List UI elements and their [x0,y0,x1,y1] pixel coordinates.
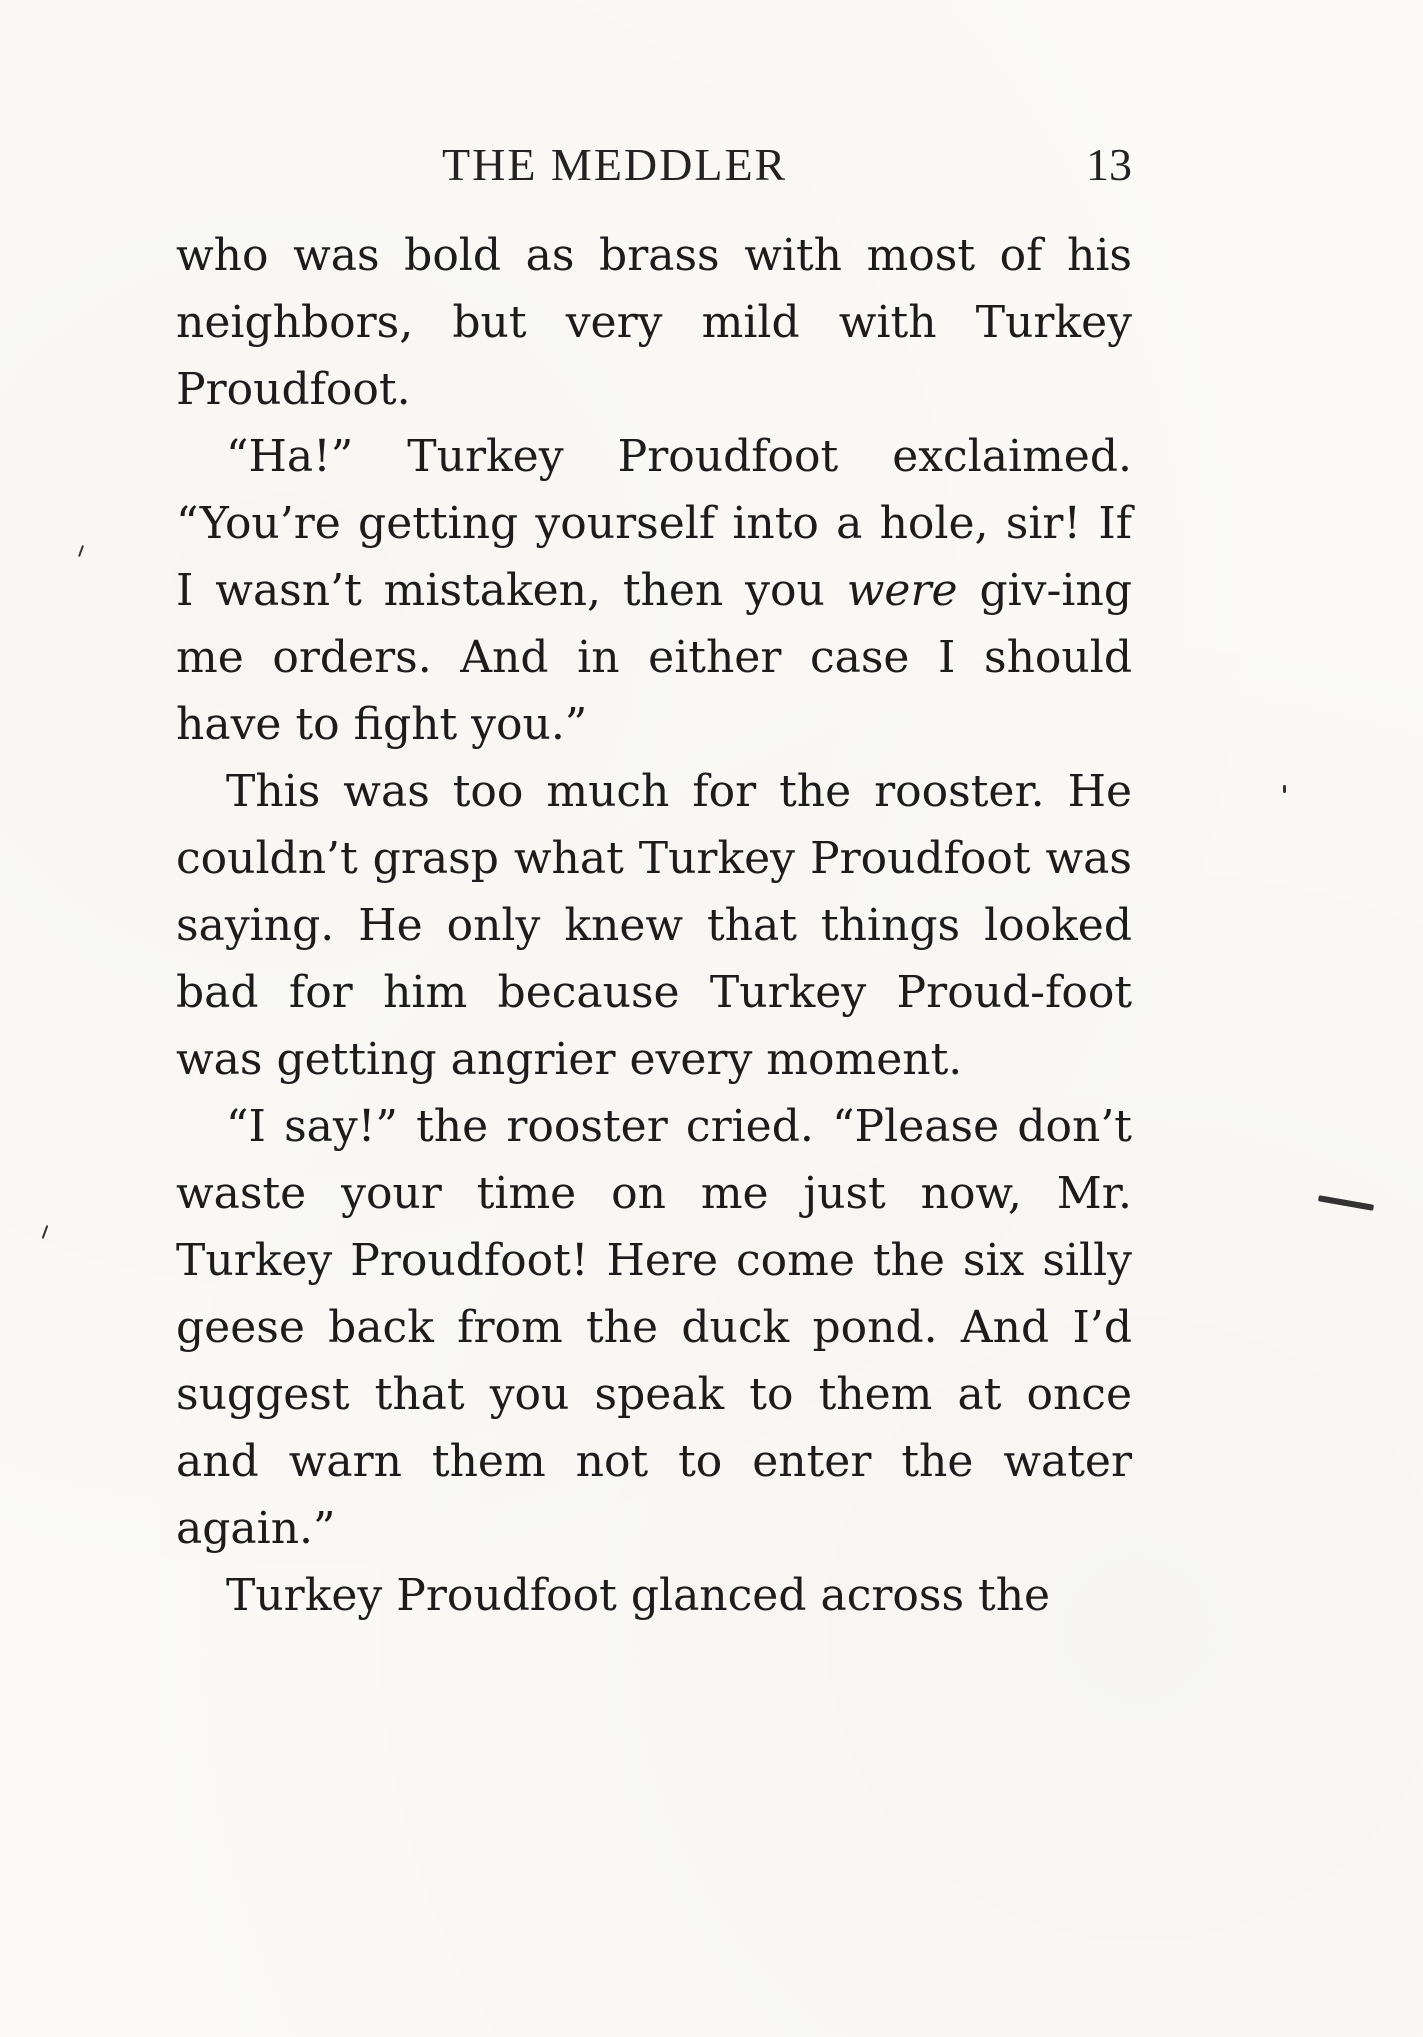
ink-speck [42,1225,49,1239]
paragraph-4 [176,1093,1132,1562]
page-header [176,138,1132,198]
paragraph-4-text: “I say!” the rooster cried. “Please don’t waste your time on me just now, Mr. Turkey Proudfoot! Here come the six silly geese back from the duck pond. And I’d suggest that you speak to them at once and warn them not to enter the water again.” [176,1101,1132,1554]
paragraph-2-text-after: giv-ing me orders. And in either case I should have to fight you.” [176,565,1132,750]
page-number: 13 [1086,139,1132,190]
body-text [176,222,1132,1629]
paragraph-5-text: Turkey Proudfoot glanced across the [226,1570,1051,1621]
ink-speck [1283,785,1286,793]
ink-mark [1318,1195,1374,1211]
paragraph-1-text: who was bold as brass with most of his neighbors, but very mild with Turkey Proudfoot. [176,230,1132,415]
paragraph-1 [176,222,1132,423]
paragraph-3 [176,758,1132,1093]
paragraph-2-italic: were [846,565,958,616]
paragraph-3-text: This was too much for the rooster. He couldn’t grasp what Turkey Proudfoot was saying. He only knew that things looked bad for him because Turkey Proud-foot was getting angrier every moment. [176,766,1132,1085]
paragraph-2-text: “Ha!” Turkey Proudfoot exclaimed. “You’re getting yourself into a hole, sir! If I wasn’t mistaken, then you [176,431,1132,616]
running-title: THE MEDDLER [442,139,788,190]
paragraph-2 [176,423,1132,758]
paragraph-5 [176,1562,1132,1629]
ink-speck [78,545,84,557]
